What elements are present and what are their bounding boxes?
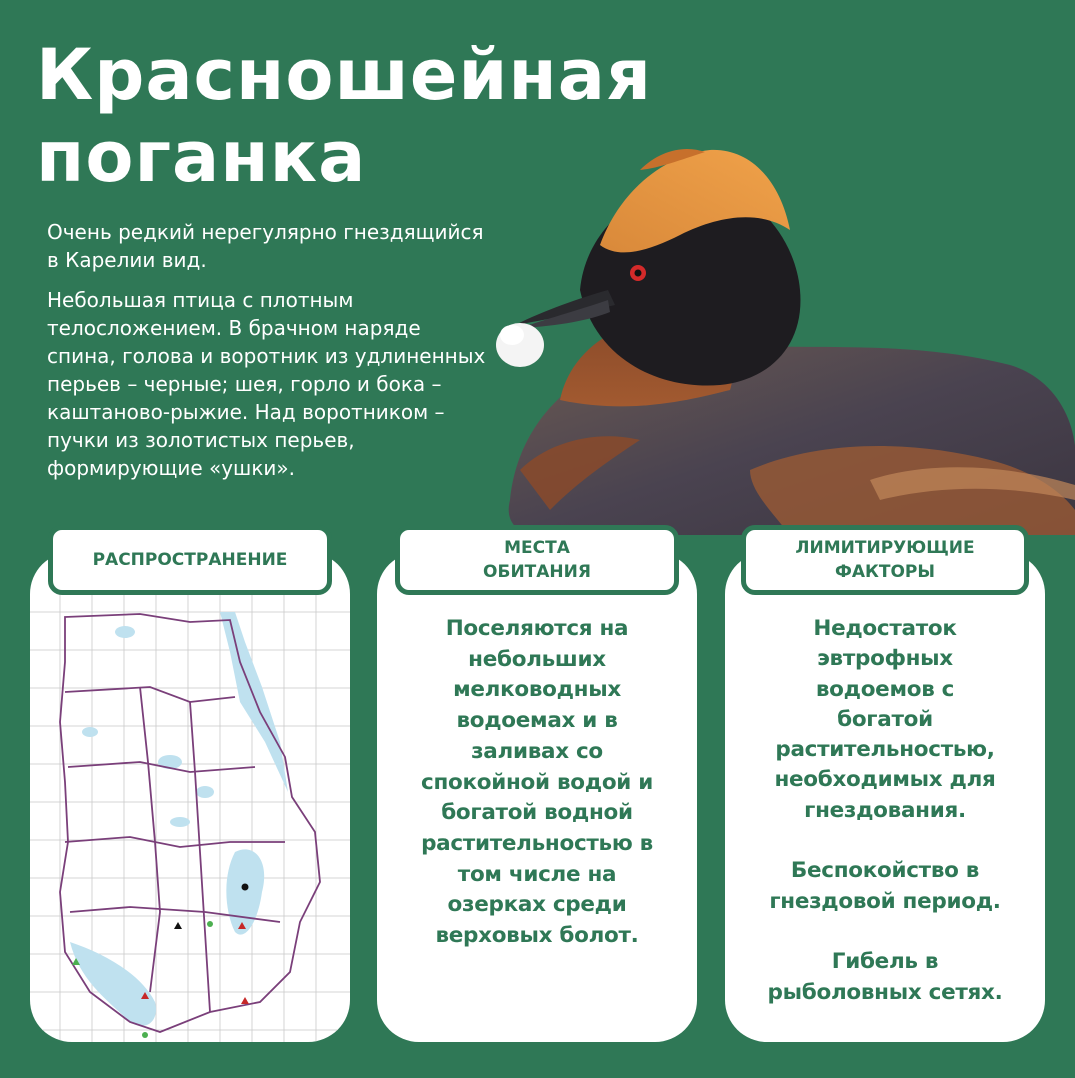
limiting-factors-text: Недостаток эвтрофных водоемов с богатой растительностью, необходимых для гнездования. Беспокойство в гнездовой период. Гибель в рыболовных сетях. xyxy=(767,616,1003,1005)
grebe-bird-image xyxy=(490,140,1075,540)
distribution-card xyxy=(30,552,350,1042)
habitat-tab-label: МЕСТА ОБИТАНИЯ xyxy=(483,538,591,582)
intro-paragraph-1: Очень редкий нерегулярно гнездящийся в Карелии вид. xyxy=(47,220,484,272)
title-line-2: поганка xyxy=(36,116,367,198)
habitat-tab xyxy=(395,525,679,595)
limiting-factors-tab xyxy=(741,525,1029,595)
distribution-tab xyxy=(48,525,332,595)
limiting-factors-tab-label: ЛИМИТИРУЮЩИЕ ФАКТОРЫ xyxy=(795,538,975,582)
habitat-card xyxy=(377,552,697,1042)
intro-text xyxy=(47,218,487,494)
distribution-tab-label: РАСПРОСТРАНЕНИЕ xyxy=(92,550,288,570)
habitat-text: Поселяются на небольших мелководных водоемах и в заливах со спокойной водой и богатой водной растительностью в том числе на озерках среди верховых болот. xyxy=(421,616,653,949)
distribution-map xyxy=(30,592,350,1042)
limiting-factors-card xyxy=(725,552,1045,1042)
intro-paragraph-2: Небольшая птица с плотным телосложением. В брачном наряде спина, голова и воротник из удлиненных перьев – черные; шея, горло и бока – каштаново-рыжие. Над воротником – пучки из золотистых перьев, формирующие «ушки». xyxy=(47,288,486,480)
title-line-1: Красношейная xyxy=(36,34,652,116)
